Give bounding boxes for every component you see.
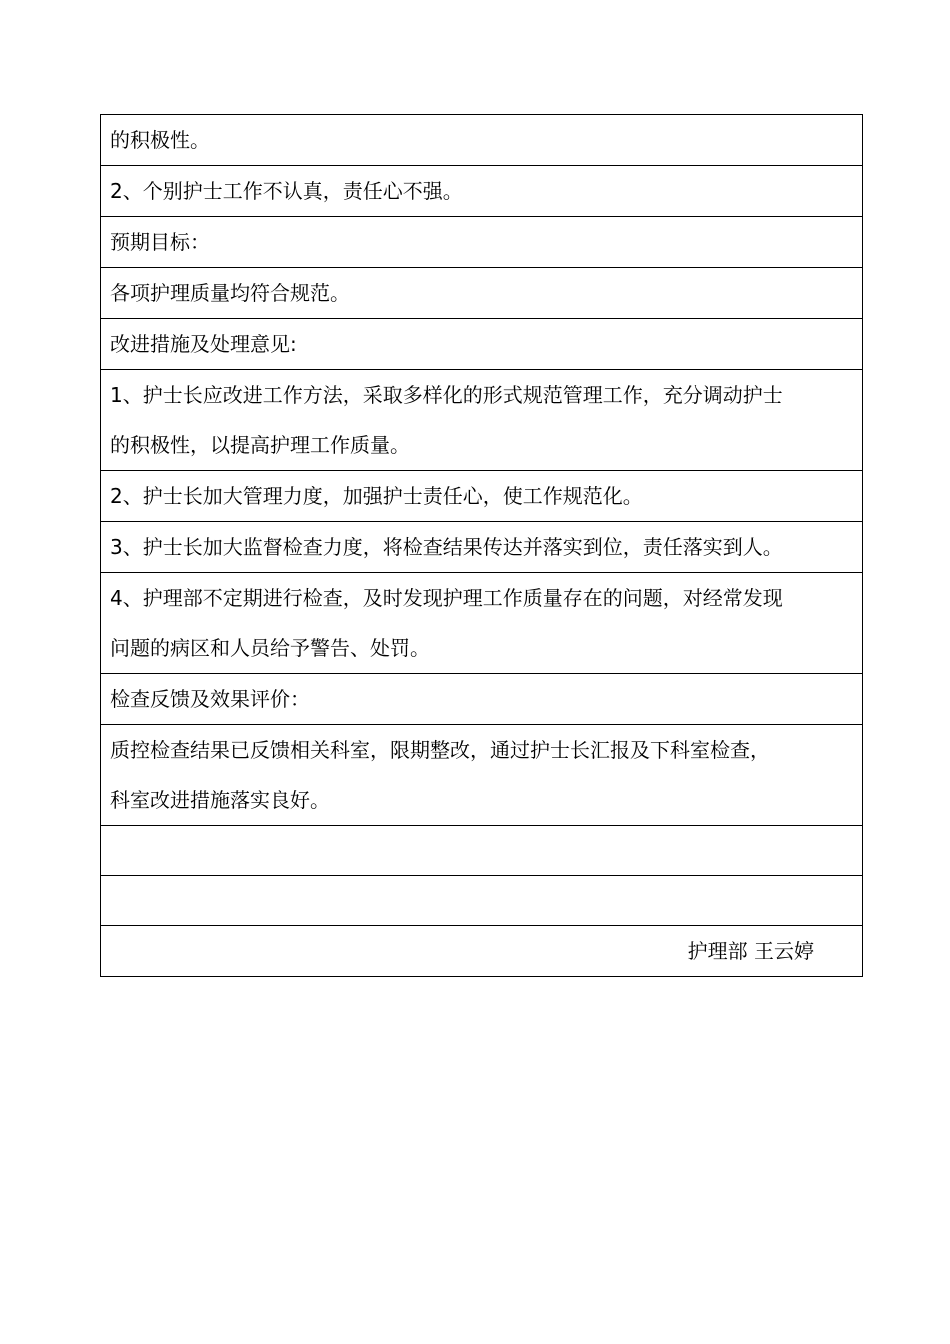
cell-text: 2、个别护士工作不认真，责任心不强。 [110, 179, 463, 203]
cell-text: 预期目标： [110, 230, 210, 254]
cell-text: 的积极性。 [110, 128, 210, 152]
cell-line: 1、护士长应改进工作方法，采取多样化的形式规范管理工作，充分调动护士 [110, 383, 783, 407]
cell-line: 的积极性，以提高护理工作质量。 [110, 433, 410, 457]
table-cell [101, 370, 863, 471]
table-cell [101, 115, 863, 166]
empty-cell [101, 826, 863, 876]
table-cell [101, 471, 863, 522]
table-row [101, 573, 863, 674]
cell-text: 3、护士长加大监督检查力度，将检查结果传达并落实到位，责任落实到人。 [110, 535, 783, 559]
cell-text: 各项护理质量均符合规范。 [110, 281, 350, 305]
table-cell [101, 166, 863, 217]
cell-line: 质控检查结果已反馈相关科室，限期整改，通过护士长汇报及下科室检查， [110, 738, 770, 762]
table-row [101, 674, 863, 725]
cell-text: 检查反馈及效果评价： [110, 687, 310, 711]
cell-line: 问题的病区和人员给予警告、处罚。 [110, 636, 430, 660]
signature-cell [101, 926, 863, 977]
table-cell [101, 217, 863, 268]
cell-line: 4、护理部不定期进行检查，及时发现护理工作质量存在的问题，对经常发现 [110, 586, 783, 610]
table-row [101, 522, 863, 573]
table-row [101, 725, 863, 826]
cell-text: 改进措施及处理意见: [110, 332, 297, 356]
table-row [101, 876, 863, 926]
table-row [101, 217, 863, 268]
report-table-body [101, 115, 863, 977]
table-cell [101, 319, 863, 370]
table-cell [101, 573, 863, 674]
cell-line: 科室改进措施落实良好。 [110, 788, 330, 812]
table-cell [101, 522, 863, 573]
table-cell [101, 725, 863, 826]
cell-text: 2、护士长加大管理力度，加强护士责任心，使工作规范化。 [110, 484, 643, 508]
table-cell [101, 674, 863, 725]
empty-cell [101, 876, 863, 926]
table-row [101, 115, 863, 166]
signature-text: 护理部 王云婷 [687, 939, 814, 963]
table-row [101, 166, 863, 217]
report-table [100, 114, 863, 977]
table-row [101, 319, 863, 370]
table-row [101, 926, 863, 977]
table-row [101, 370, 863, 471]
table-row [101, 826, 863, 876]
table-cell [101, 268, 863, 319]
table-row [101, 471, 863, 522]
table-row [101, 268, 863, 319]
